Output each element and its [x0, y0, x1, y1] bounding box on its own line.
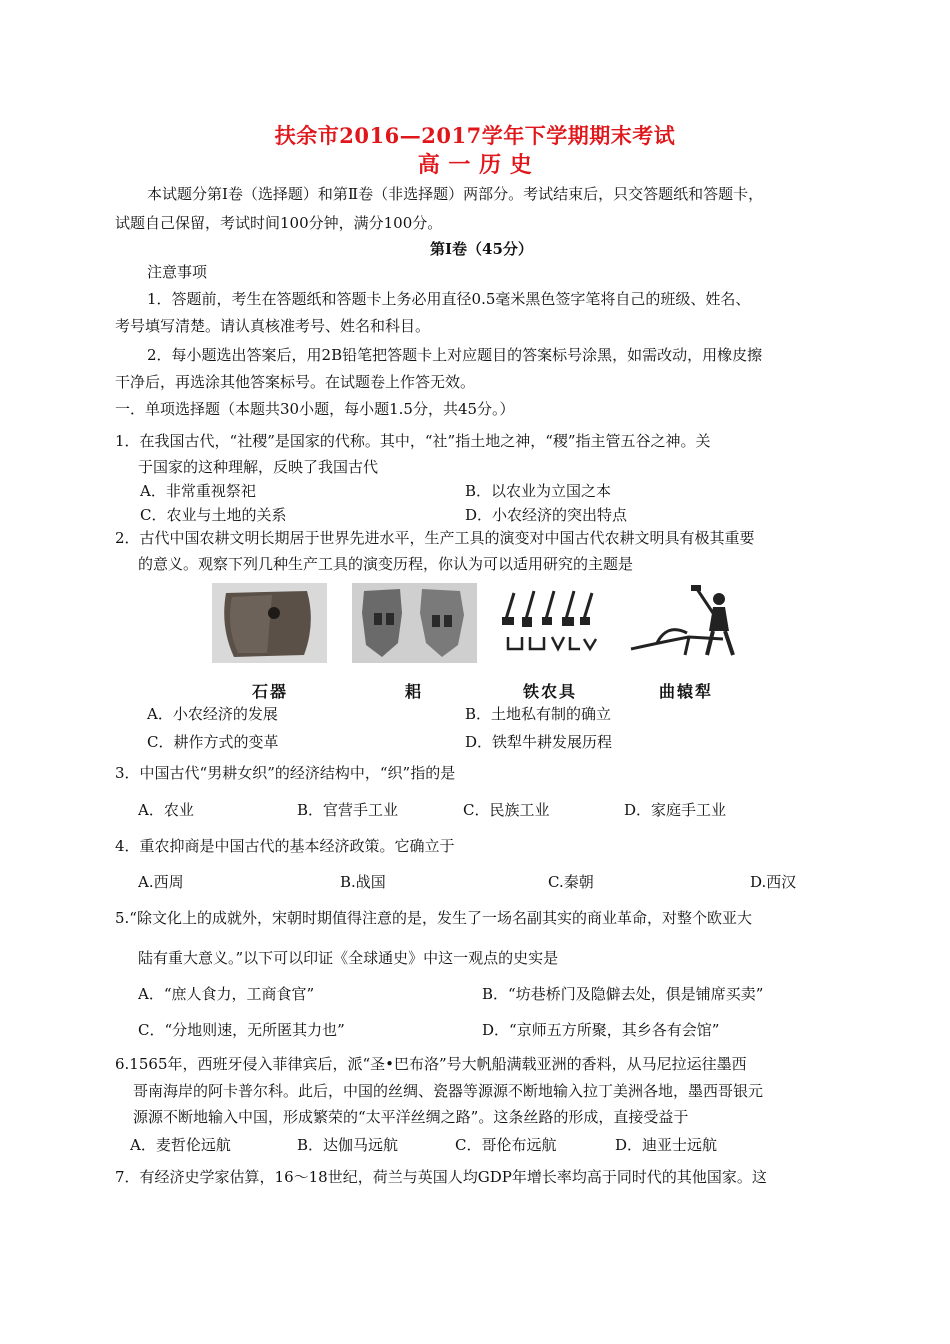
q5-option-c: C．“分地则速，无所匿其力也” [138, 1021, 345, 1039]
q5-stem-line-2: 陆有重大意义。”以下可以印证《全球通史》中这一观点的史实是 [138, 949, 559, 967]
q4-option-c: C.秦朝 [548, 873, 594, 891]
caption-iron-tools: 铁农具 [522, 682, 577, 701]
q7-stem-line-1: 7．有经济史学家估算，16～18世纪，荷兰与英国人均GDP年增长率均高于同时代的其他国家。这 [115, 1168, 767, 1186]
intro-line-1: 本试题分第Ⅰ卷（选择题）和第Ⅱ卷（非选择题）两部分。考试结束后，只交答题纸和答题卡， [147, 185, 764, 203]
q3-option-a: A．农业 [138, 801, 194, 819]
q1-option-c: C．农业与土地的关系 [140, 506, 287, 524]
si-tool-image [352, 583, 477, 663]
section-title: 第Ⅰ卷（45分） [430, 240, 533, 258]
q1-stem-line-1: 1．在我国古代，“社稷”是国家的代称。其中，“社”指土地之神，“稷”指主管五谷之神。关 [115, 432, 711, 450]
q2-option-c: C．耕作方式的变革 [147, 733, 279, 751]
q1-option-a: A．非常重视祭祀 [140, 482, 256, 500]
note-2-line-2: 干净后，再选涂其他答案标号。在试题卷上作答无效。 [115, 373, 476, 391]
q1-option-b: B．以农业为立国之本 [465, 482, 612, 500]
q1-option-d: D．小农经济的突出特点 [465, 506, 628, 524]
q6-option-a: A．麦哲伦远航 [130, 1136, 231, 1154]
q5-stem-line-1: 5.“除文化上的成就外，宋朝时期值得注意的是，发生了一场名副其实的商业革命，对整个欧亚大 [115, 909, 752, 927]
curved-plough-image [627, 583, 745, 663]
q3-stem: 3．中国古代“男耕女织”的经济结构中，“织”指的是 [115, 764, 456, 782]
q5-option-d: D．“京师五方所聚，其乡各有会馆” [482, 1021, 720, 1039]
q2-option-a: A．小农经济的发展 [147, 705, 278, 723]
q4-option-d: D.西汉 [750, 873, 797, 891]
q6-stem-line-2: 哥南海岸的阿卡普尔科。此后，中国的丝绸、瓷器等源源不断地输入拉丁美洲各地，墨西哥银元 [133, 1082, 764, 1100]
note-1-line-1: 1．答题前，考生在答题纸和答题卡上务必用直径0.5毫米黑色签字笔将自己的班级、姓名、 [147, 290, 751, 308]
exam-title: 扶余市2016—2017学年下学期期末考试 [274, 123, 676, 148]
stone-tool-image [212, 583, 327, 663]
caption-si: 耜 [404, 682, 423, 701]
caption-stone-tool: 石器 [251, 682, 288, 701]
q2-stem-line-1: 2．古代中国农耕文明长期居于世界先进水平，生产工具的演变对中国古代农耕文明具有极其重要 [115, 529, 755, 547]
q2-option-d: D．铁犁牛耕发展历程 [465, 733, 613, 751]
intro-line-2: 试题自己保留，考试时间100分钟，满分100分。 [115, 214, 443, 232]
note-2-line-1: 2．每小题选出答案后，用2B铅笔把答题卡上对应题目的答案标号涂黑，如需改动，用橡皮擦 [147, 346, 763, 364]
q2-option-b: B．土地私有制的确立 [465, 705, 612, 723]
q3-option-d: D．家庭手工业 [624, 801, 727, 819]
q6-stem-line-1: 6.1565年，西班牙侵入菲律宾后，派“圣•巴布洛”号大帆船满载亚洲的香料，从马尼拉运往墨西 [115, 1055, 747, 1073]
q5-option-a: A．“庶人食力，工商食官” [138, 985, 315, 1003]
q1-stem-line-2: 于国家的这种理解，反映了我国古代 [138, 458, 379, 476]
exam-subject: 高 一 历 史 [417, 152, 533, 178]
q4-stem: 4．重农抑商是中国古代的基本经济政策。它确立于 [115, 837, 455, 855]
iron-tools-image [500, 583, 600, 663]
q2-stem-line-2: 的意义。观察下列几种生产工具的演变历程，你认为可以适用研究的主题是 [138, 555, 634, 573]
notes-heading: 注意事项 [147, 263, 208, 281]
q6-stem-line-3: 源源不断地输入中国，形成繁荣的“太平洋丝绸之路”。这条丝路的形成，直接受益于 [133, 1108, 689, 1126]
caption-curved-plough: 曲辕犁 [658, 682, 713, 701]
q6-option-d: D．迪亚士远航 [615, 1136, 718, 1154]
q4-option-a: A.西周 [138, 873, 184, 891]
q6-option-c: C．哥伦布远航 [455, 1136, 557, 1154]
q6-option-b: B．达伽马远航 [297, 1136, 399, 1154]
q3-option-b: B．官营手工业 [297, 801, 399, 819]
note-1-line-2: 考号填写清楚。请认真核准考号、姓名和科目。 [115, 317, 431, 335]
part-1-heading: 一．单项选择题（本题共30小题，每小题1.5分，共45分。） [115, 400, 515, 418]
q3-option-c: C．民族工业 [463, 801, 550, 819]
q4-option-b: B.战国 [340, 873, 386, 891]
q5-option-b: B．“坊巷桥门及隐僻去处，俱是铺席买卖” [482, 985, 764, 1003]
